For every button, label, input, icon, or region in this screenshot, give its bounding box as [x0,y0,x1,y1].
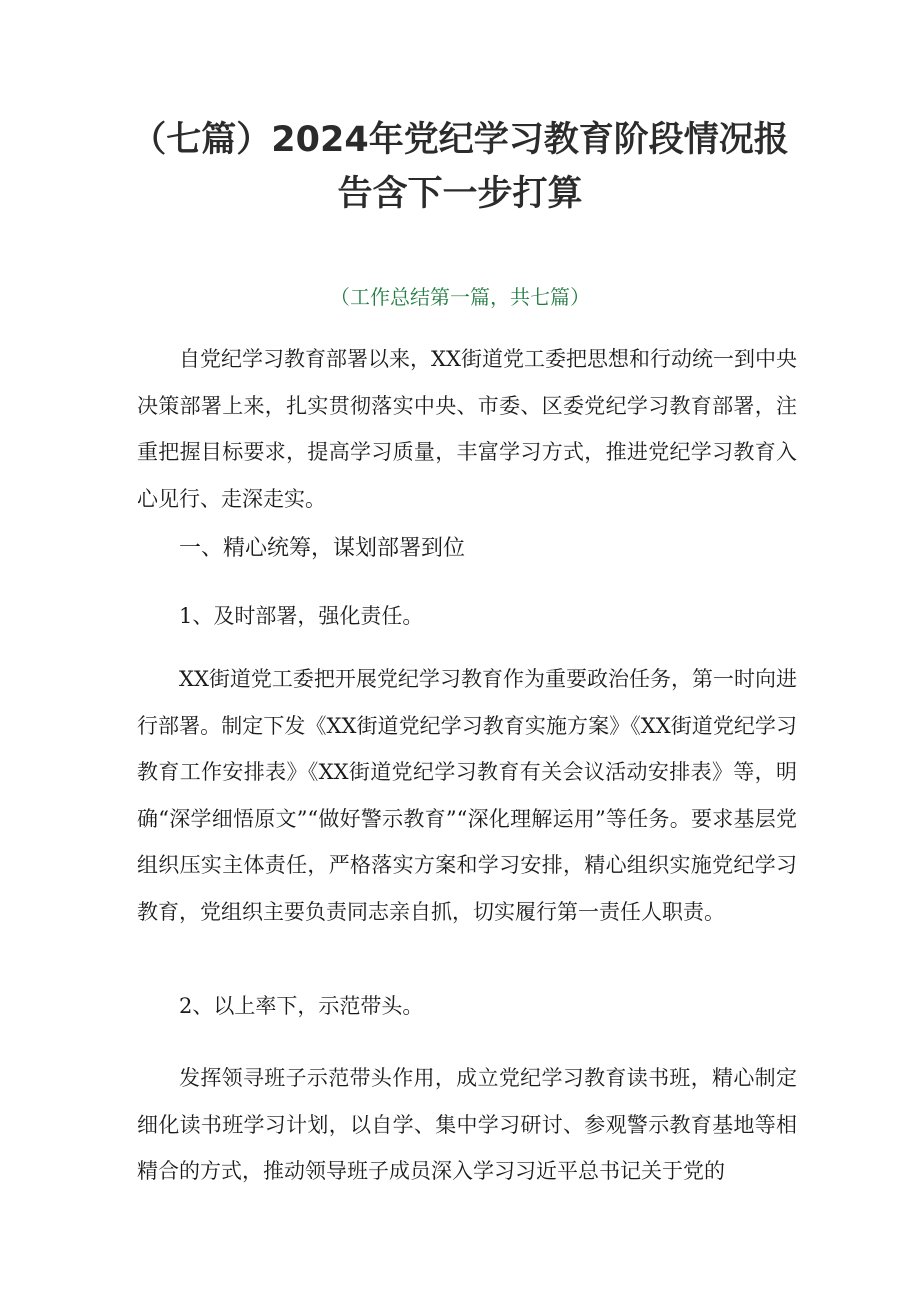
item-2-paragraph: 发挥领寻班子示范带头作用，成立党纪学习教育读书班，精心制定细化读书班学习计划，以自学、集中学习研讨、参观警示教育基地等相精合的方式，推动领导班子成员深入学习习近平总书记关于党的 [137,1066,797,1183]
document-subtitle: （工作总结第一篇，共七篇） [330,285,590,309]
item-heading-2: 2、以上率下，示范带头。 [179,994,424,1018]
intro-paragraph: 自党纪学习教育部署以来，XX街道党工委把思想和行动统一到中央决策部署上来，扎实贯彻落实中央、市委、区委党纪学习教育部署，注重把握目标要求，提高学习质量，丰富学习方式，推进党纪学习教育入心见行、走深走实。 [137,347,797,511]
item-1-paragraph: XX街道党工委把开展党纪学习教育作为重要政治任务，第一时向进行部署。制定下发《XX街道党纪学习教育实施方案》《XX街道党纪学习教育工作安排表》《XX街道党纪学习教育有关会议活动安排表》等，明确“深学细悟原文”“做好警示教育”“深化理解运用”等任务。要求基层党组织压实主体责任，严格落实方案和学习安排，精心组织实施党纪学习教育，党组织主要负责同志亲自抓，切实履行第一责任人职责。 [137,667,797,924]
section-heading-1: 一、精心统筹，谋划部署到位 [179,536,466,561]
item-heading-1: 1、及时部署，强化责任。 [179,604,424,628]
document-title-line-1: （七篇）2024年党纪学习教育阶段情况报 [131,120,789,160]
document-title-line-2: 告含下一步打算 [337,174,583,214]
